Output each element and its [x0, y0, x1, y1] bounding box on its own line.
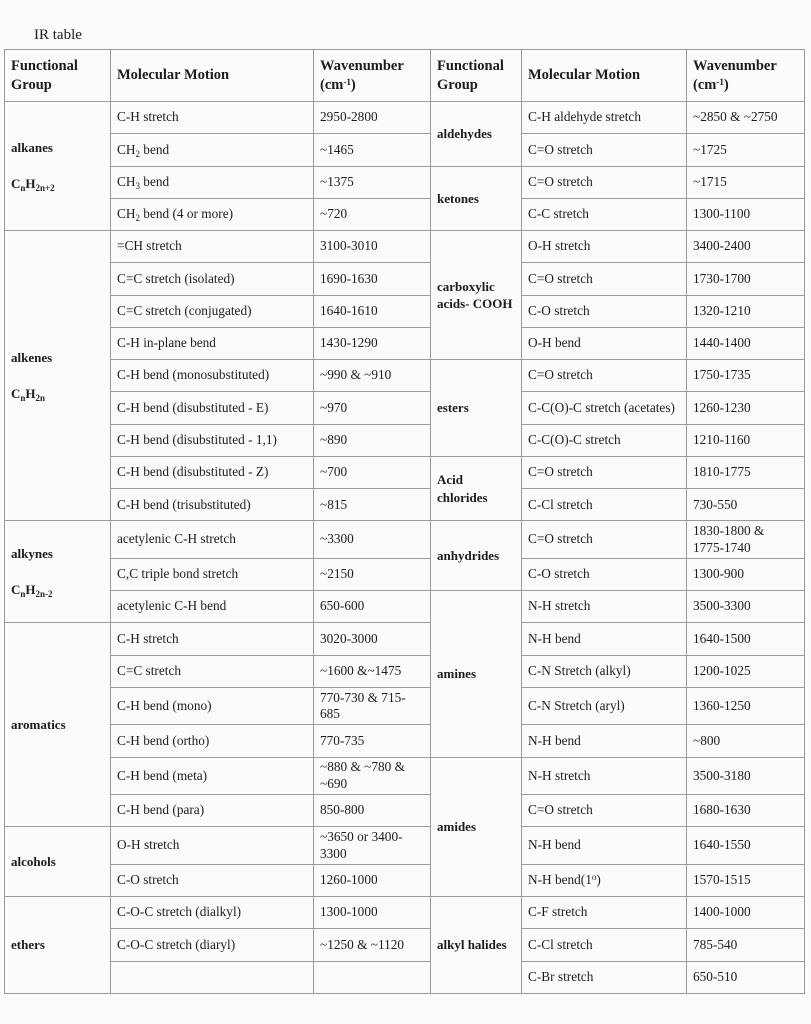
molecular-motion-cell: C-H aldehyde stretch	[522, 102, 687, 134]
molecular-motion-cell: C=C stretch	[111, 655, 314, 687]
functional-group-cell	[431, 456, 522, 521]
wavenumber-cell: 1400-1000	[687, 897, 805, 929]
table-row	[5, 231, 805, 263]
functional-group-cell	[431, 102, 522, 167]
molecular-motion-cell: acetylenic C-H bend	[111, 591, 314, 623]
table-row	[5, 757, 805, 794]
molecular-motion-cell: C-Cl stretch	[522, 929, 687, 961]
molecular-motion-cell: C-N Stretch (alkyl)	[522, 655, 687, 687]
wavenumber-cell: ~880 & ~780 & ~690	[314, 757, 431, 794]
functional-group-cell	[431, 591, 522, 757]
page-title: IR table	[34, 27, 82, 43]
functional-group-name: amides	[437, 819, 476, 835]
molecular-motion-cell: C-C(O)-C stretch (acetates)	[522, 392, 687, 424]
functional-group-formula: $C_nH_{2n+2}$	[11, 176, 55, 194]
molecular-motion-cell: C-H bend (mono)	[111, 687, 314, 724]
functional-group-formula: $C_nH_{2n-2}$	[11, 581, 53, 599]
molecular-motion-cell: N-H bend	[522, 827, 687, 864]
functional-group-cell	[431, 166, 522, 231]
wavenumber-cell: ~970	[314, 392, 431, 424]
molecular-motion-cell: C-H bend (trisubstituted)	[111, 489, 314, 521]
table-row	[5, 489, 805, 521]
wavenumber-cell: 1300-1000	[314, 897, 431, 929]
functional-group-cell	[431, 231, 522, 360]
wavenumber-cell: 1830-1800 & 1775-1740	[687, 521, 805, 558]
wavenumber-cell: 1640-1610	[314, 295, 431, 327]
table-row	[5, 166, 805, 198]
wavenumber-cell: 1360-1250	[687, 687, 805, 724]
functional-group-cell	[5, 897, 111, 994]
functional-group-name: alkyl halides	[437, 937, 507, 953]
molecular-motion-cell	[111, 961, 314, 993]
functional-group-name: alcohols	[11, 853, 56, 869]
table-row	[5, 327, 805, 359]
wavenumber-cell: ~1375	[314, 166, 431, 198]
wavenumber-cell: ~890	[314, 424, 431, 456]
wavenumber-cell: ~2150	[314, 558, 431, 590]
wavenumber-cell	[314, 961, 431, 993]
wavenumber-cell: 770-730 & 715-685	[314, 687, 431, 724]
functional-group-name: alkynes	[11, 546, 53, 562]
molecular-motion-cell: N-H bend(1$^o$)	[522, 864, 687, 896]
molecular-motion-cell: C-H bend (disubstituted - Z)	[111, 456, 314, 488]
functional-group-formula: $C_nH_{2n}$	[11, 385, 46, 403]
molecular-motion-cell: C-C(O)-C stretch	[522, 424, 687, 456]
header-wavenumber: Wavenumber $(cm^{-1})$	[314, 50, 431, 102]
table-row	[5, 623, 805, 655]
functional-group-cell	[5, 623, 111, 827]
table-row	[5, 827, 805, 864]
functional-group-name: aromatics	[11, 717, 66, 733]
molecular-motion-cell: C-N Stretch (aryl)	[522, 687, 687, 724]
header-molecular-motion: Molecular Motion	[522, 50, 687, 102]
molecular-motion-cell: C=O stretch	[522, 456, 687, 488]
wavenumber-cell: 2950-2800	[314, 102, 431, 134]
table-row	[5, 961, 805, 993]
molecular-motion-cell: O-H stretch	[522, 231, 687, 263]
wavenumber-cell: 1320-1210	[687, 295, 805, 327]
table-row	[5, 392, 805, 424]
molecular-motion-cell: C-H bend (disubstituted - E)	[111, 392, 314, 424]
table-row	[5, 424, 805, 456]
wavenumber-cell: 785-540	[687, 929, 805, 961]
wavenumber-cell: 850-800	[314, 795, 431, 827]
molecular-motion-cell: C-O stretch	[522, 295, 687, 327]
wavenumber-cell: ~3300	[314, 521, 431, 558]
wavenumber-cell: 3500-3300	[687, 591, 805, 623]
wavenumber-cell: ~1465	[314, 134, 431, 166]
wavenumber-cell: 3100-3010	[314, 231, 431, 263]
molecular-motion-cell: C-C stretch	[522, 198, 687, 230]
wavenumber-cell: 1200-1025	[687, 655, 805, 687]
wavenumber-cell: ~3650 or 3400-3300	[314, 827, 431, 864]
table-row	[5, 864, 805, 896]
functional-group-name: esters	[437, 400, 469, 416]
functional-group-cell	[5, 827, 111, 897]
molecular-motion-cell: C-O-C stretch (dialkyl)	[111, 897, 314, 929]
header-molecular-motion: Molecular Motion	[111, 50, 314, 102]
molecular-motion-cell: C=O stretch	[522, 795, 687, 827]
table-row	[5, 521, 805, 558]
functional-group-cell	[5, 231, 111, 521]
molecular-motion-cell: =CH stretch	[111, 231, 314, 263]
molecular-motion-cell: C-H bend (para)	[111, 795, 314, 827]
molecular-motion-cell: C-O stretch	[522, 558, 687, 590]
wavenumber-cell: 770-735	[314, 725, 431, 757]
functional-group-cell	[431, 757, 522, 896]
wavenumber-cell: ~1715	[687, 166, 805, 198]
molecular-motion-cell: C=O stretch	[522, 263, 687, 295]
wavenumber-cell: ~700	[314, 456, 431, 488]
wavenumber-cell: 3500-3180	[687, 757, 805, 794]
table-row	[5, 102, 805, 134]
molecular-motion-cell: O-H bend	[522, 327, 687, 359]
molecular-motion-cell: C-H in-plane bend	[111, 327, 314, 359]
functional-group-cell	[5, 521, 111, 623]
wavenumber-cell: 3020-3000	[314, 623, 431, 655]
molecular-motion-cell: C-Cl stretch	[522, 489, 687, 521]
wavenumber-cell: 1640-1550	[687, 827, 805, 864]
molecular-motion-cell: C-Br stretch	[522, 961, 687, 993]
molecular-motion-cell: C-H bend (ortho)	[111, 725, 314, 757]
molecular-motion-cell: N-H bend	[522, 725, 687, 757]
table-row	[5, 263, 805, 295]
wavenumber-cell: 1210-1160	[687, 424, 805, 456]
functional-group-name: ketones	[437, 190, 479, 206]
functional-group-name: Acid chlorides	[437, 472, 488, 505]
functional-group-name: aldehydes	[437, 125, 492, 141]
molecular-motion-cell: $CH_2$ bend (4 or more)	[111, 198, 314, 230]
molecular-motion-cell: C-H bend (meta)	[111, 757, 314, 794]
wavenumber-cell: ~1250 & ~1120	[314, 929, 431, 961]
functional-group-cell	[431, 897, 522, 994]
header-functional-group: Functional Group	[5, 50, 111, 102]
functional-group-cell	[431, 521, 522, 591]
wavenumber-cell: 1260-1230	[687, 392, 805, 424]
molecular-motion-cell: $CH_2$ bend	[111, 134, 314, 166]
table-row	[5, 655, 805, 687]
functional-group-name: carboxylic acids- COOH	[437, 278, 513, 312]
molecular-motion-cell: C=C stretch (isolated)	[111, 263, 314, 295]
functional-group-name: alkenes	[11, 350, 53, 366]
table-row	[5, 198, 805, 230]
wavenumber-cell: 1810-1775	[687, 456, 805, 488]
molecular-motion-cell: C-H bend (monosubstituted)	[111, 360, 314, 392]
wavenumber-cell: 650-510	[687, 961, 805, 993]
header-wavenumber: Wavenumber $(cm^{-1})$	[687, 50, 805, 102]
wavenumber-cell: 1300-1100	[687, 198, 805, 230]
table-row	[5, 295, 805, 327]
table-row	[5, 929, 805, 961]
wavenumber-cell: 1440-1400	[687, 327, 805, 359]
table-row	[5, 456, 805, 488]
molecular-motion-cell: O-H stretch	[111, 827, 314, 864]
header-functional-group: Functional Group	[431, 50, 522, 102]
wavenumber-cell: ~990 & ~910	[314, 360, 431, 392]
wavenumber-cell: 1260-1000	[314, 864, 431, 896]
functional-group-name: ethers	[11, 937, 45, 953]
table-row	[5, 134, 805, 166]
molecular-motion-cell: C,C triple bond stretch	[111, 558, 314, 590]
wavenumber-cell: 1570-1515	[687, 864, 805, 896]
table-row	[5, 360, 805, 392]
wavenumber-cell: ~1600 &~1475	[314, 655, 431, 687]
table-row	[5, 897, 805, 929]
molecular-motion-cell: C=O stretch	[522, 166, 687, 198]
molecular-motion-cell: C-H stretch	[111, 102, 314, 134]
table-row	[5, 591, 805, 623]
table-row	[5, 558, 805, 590]
table-row	[5, 795, 805, 827]
molecular-motion-cell: C=O stretch	[522, 521, 687, 558]
molecular-motion-cell: C=C stretch (conjugated)	[111, 295, 314, 327]
molecular-motion-cell: C=O stretch	[522, 134, 687, 166]
wavenumber-cell: ~2850 & ~2750	[687, 102, 805, 134]
wavenumber-cell: 650-600	[314, 591, 431, 623]
table-row	[5, 687, 805, 724]
wavenumber-cell: 1300-900	[687, 558, 805, 590]
molecular-motion-cell: C-H stretch	[111, 623, 314, 655]
functional-group-name: amines	[437, 666, 476, 682]
wavenumber-cell: ~800	[687, 725, 805, 757]
functional-group-name: anhydrides	[437, 548, 500, 564]
molecular-motion-cell: $CH_3$ bend	[111, 166, 314, 198]
functional-group-name: alkanes	[11, 140, 53, 156]
wavenumber-cell: 1750-1735	[687, 360, 805, 392]
functional-group-cell	[5, 102, 111, 231]
wavenumber-cell: 1640-1500	[687, 623, 805, 655]
molecular-motion-cell: C=O stretch	[522, 360, 687, 392]
molecular-motion-cell: C-H bend (disubstituted - 1,1)	[111, 424, 314, 456]
wavenumber-cell: 730-550	[687, 489, 805, 521]
wavenumber-cell: ~1725	[687, 134, 805, 166]
ir-table	[4, 49, 805, 994]
molecular-motion-cell: acetylenic C-H stretch	[111, 521, 314, 558]
molecular-motion-cell: N-H stretch	[522, 591, 687, 623]
wavenumber-cell: 1690-1630	[314, 263, 431, 295]
header-row	[5, 50, 805, 102]
molecular-motion-cell: N-H bend	[522, 623, 687, 655]
wavenumber-cell: 1430-1290	[314, 327, 431, 359]
molecular-motion-cell: C-O-C stretch (diaryl)	[111, 929, 314, 961]
wavenumber-cell: 1730-1700	[687, 263, 805, 295]
table-row	[5, 725, 805, 757]
functional-group-cell	[431, 360, 522, 457]
wavenumber-cell: ~815	[314, 489, 431, 521]
wavenumber-cell: 1680-1630	[687, 795, 805, 827]
molecular-motion-cell: C-O stretch	[111, 864, 314, 896]
molecular-motion-cell: C-F stretch	[522, 897, 687, 929]
wavenumber-cell: ~720	[314, 198, 431, 230]
molecular-motion-cell: N-H stretch	[522, 757, 687, 794]
wavenumber-cell: 3400-2400	[687, 231, 805, 263]
